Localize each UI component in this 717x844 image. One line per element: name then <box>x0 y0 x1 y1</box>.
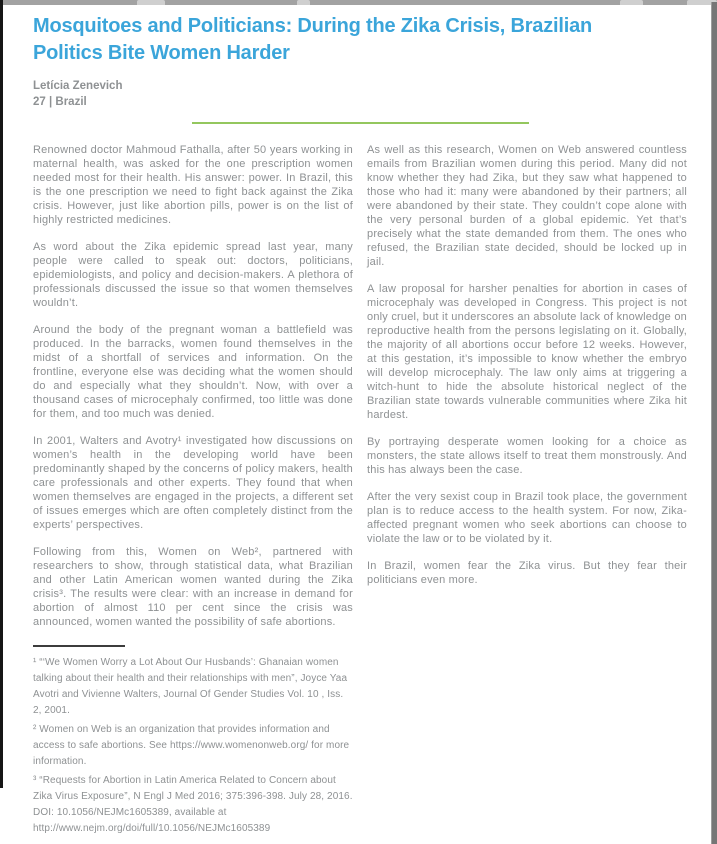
footnote-divider <box>33 645 125 647</box>
browser-tab-top-fragment <box>620 0 643 5</box>
footnote-1: ¹ “‘We Women Worry a Lot About Our Husbands’: Ghanaian women talking about their health and their relationships with men”, Joyce Yaa Avotri and Vivienne Walters, Journal Of Gender Studies Vol. 10 , Iss. 2, 2001. <box>33 657 348 716</box>
paragraph: In Brazil, women fear the Zika virus. But they fear their politicians even more. <box>367 560 687 586</box>
author-age-country: 27 | Brazil <box>33 96 87 108</box>
browser-tab-top-fragment <box>137 0 165 5</box>
paragraph: By portraying desperate women looking for a choice as monsters, the state allows itself to treat them monstrously. And this has always been the case. <box>367 436 687 476</box>
article-page <box>0 5 717 840</box>
paragraph: Following from this, Women on Web², partnered with researchers to show, through statistical data, what Brazilian and other Latin American women wanted during the Zika crisis³. The results were clear: with an increase in demand for abortion of almost 110 per cent since the crisis was announced, women wanted the possibility of safe abortions. <box>33 546 353 628</box>
author-name: Letícia Zenevich <box>33 80 123 92</box>
paragraph: Renowned doctor Mahmoud Fathalla, after 50 years working in maternal health, was asked for the one prescription women needed most for their health. His answer: power. In Brazil, this is the one prescription we need to fight back against the Zika crisis. However, just like abortion pills, power is on the list of highly restricted medicines. <box>33 144 353 226</box>
paragraph: A law proposal for harsher penalties for abortion in cases of microcephaly was developed in Congress. This project is not only cruel, but it underscores an absolute lack of knowledge on reproductive health from the persons legislating on it. Globally, the majority of all abortions occur before 12 weeks. However, at this gestation, it’s impossible to know whether the embryo will develop microcephaly. The law only aims at triggering a witch-hunt to hide the absolute historical neglect of the Brazilian state towards vulnerable communities where Zika hit hardest. <box>367 283 687 421</box>
green-divider <box>192 122 529 124</box>
left-column <box>33 143 353 840</box>
footnote-2: ² Women on Web is an organization that provides information and access to safe abortions. See https://www.womenonweb.org/ for more information. <box>33 724 350 767</box>
paragraph: Around the body of the pregnant woman a battlefield was produced. In the barracks, women found themselves in the midst of a shortfall of services and information. On the frontline, everyone else was deciding what the women should do and especially what they shouldn’t. Now, with over a thousand cases of microcephaly confirmed, too little was done for them, and too much was denied. <box>33 324 353 420</box>
article-title: Mosquitoes and Politicians: During the Zika Crisis, Brazilian Politics Bite Women Harder <box>33 15 593 64</box>
window-top-edge <box>0 0 717 5</box>
paragraph: As well as this research, Women on Web answered countless emails from Brazilian women during this period. Many did not know whether they had Zika, but they saw what happened to those who had it: many were abandoned by their partners; all were abandoned by their state. They couldn’t cope alone with the very personal burden of a global epidemic. Yet that’s precisely what the state demanded from them. The ones who refused, the Brazilian state decided, should be locked up in jail. <box>367 144 687 268</box>
byline <box>33 78 687 110</box>
article-columns <box>33 143 687 840</box>
paragraph: After the very sexist coup in Brazil took place, the government plan is to reduce access to the health system. For now, Zika-affected pregnant women who seek abortions can choose to violate the law or to be violated by it. <box>367 491 687 545</box>
window-right-edge <box>711 2 717 844</box>
footnote-3: ³ “Requests for Abortion in Latin America Related to Concern about Zika Virus Exposure”, N Engl J Med 2016; 375:396-398. July 28, 2016. DOI: 10.1056/NEJMc1605389, available at http://www.nejm.org/doi/full/10.1056/NEJMc1605389 <box>33 775 353 834</box>
browser-tab-top-fragment <box>297 0 310 5</box>
paragraph: As word about the Zika epidemic spread last year, many people were called to speak out: doctors, politicians, epidemiologists, and policy and decision-makers. A plethora of professionals discussed the issue so that women themselves wouldn’t. <box>33 241 353 309</box>
right-column <box>367 143 687 840</box>
paragraph: In 2001, Walters and Avotry¹ investigated how discussions on women’s health in the developing world have been predominantly shaped by the concerns of policy makers, health care professionals and other experts. They found that when women themselves are engaged in the projects, a different set of issues emerges which are often completely distinct from the experts’ perspectives. <box>33 435 353 531</box>
window-left-edge <box>0 0 3 788</box>
